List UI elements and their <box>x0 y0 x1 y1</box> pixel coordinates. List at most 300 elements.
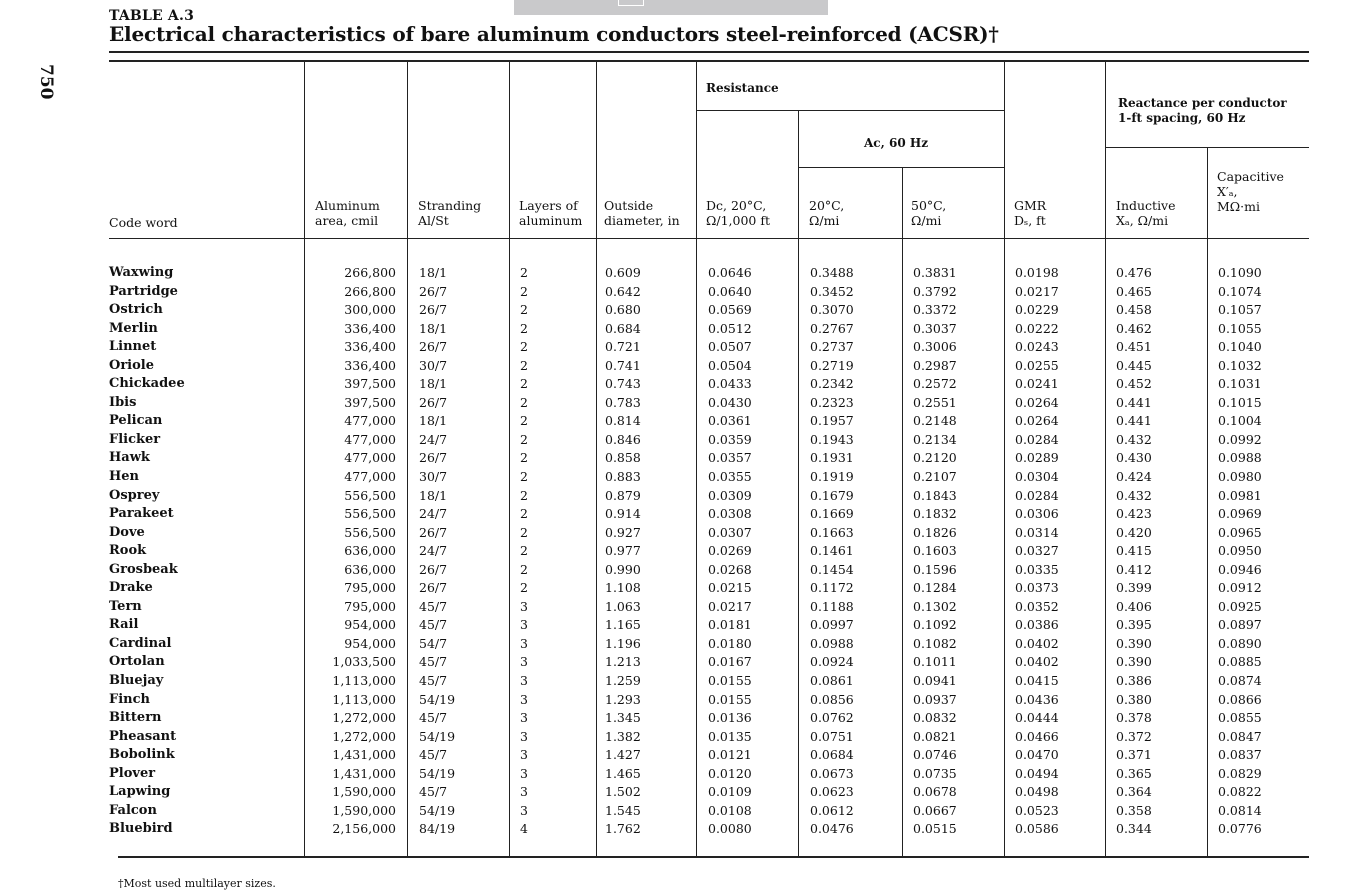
layers-cell: 3 <box>520 747 528 763</box>
ac-20c-cell: 0.1679 <box>810 487 854 503</box>
stranding-cell: 45/7 <box>419 654 448 670</box>
aluminum-area-cell: 556,500 <box>344 487 396 503</box>
ac-group-rule <box>798 167 1004 168</box>
layers-cell: 2 <box>520 302 528 318</box>
dc-resistance-cell: 0.0433 <box>708 376 752 392</box>
code-word-cell: Oriole <box>109 357 154 373</box>
outside-diameter-cell: 1.213 <box>605 654 641 670</box>
gmr-cell: 0.0264 <box>1015 413 1059 429</box>
ac-50c-cell: 0.1284 <box>913 580 957 596</box>
outside-diameter-cell: 0.783 <box>605 394 641 410</box>
layers-cell: 2 <box>520 469 528 485</box>
code-word-cell: Ibis <box>109 394 137 410</box>
ac-50c-cell: 0.3006 <box>913 339 957 355</box>
capacitive-reactance-cell: 0.0885 <box>1218 654 1262 670</box>
dc-resistance-cell: 0.0121 <box>708 747 752 763</box>
dc-resistance-cell: 0.0268 <box>708 561 752 577</box>
ac-20c-cell: 0.0612 <box>810 802 854 818</box>
capacitive-reactance-cell: 0.1057 <box>1218 302 1262 318</box>
ac-20c-cell: 0.0476 <box>810 821 854 837</box>
outside-diameter-cell: 0.927 <box>605 524 641 540</box>
code-word-cell: Rail <box>109 617 139 633</box>
code-word-cell: Bittern <box>109 710 162 726</box>
capacitive-reactance-cell: 0.1015 <box>1218 394 1262 410</box>
capacitive-reactance-cell: 0.0822 <box>1218 784 1262 800</box>
outside-diameter-cell: 0.743 <box>605 376 641 392</box>
capacitive-reactance-cell: 0.0829 <box>1218 765 1262 781</box>
page-number: 750 <box>36 64 56 100</box>
table-label: TABLE A.3 <box>109 8 195 24</box>
dc-resistance-cell: 0.0359 <box>708 431 752 447</box>
outside-diameter-cell: 1.108 <box>605 580 641 596</box>
ac-20c-cell: 0.2342 <box>810 376 854 392</box>
gmr-cell: 0.0284 <box>1015 431 1059 447</box>
ac-20c-cell: 0.2323 <box>810 394 854 410</box>
layers-cell: 2 <box>520 265 528 280</box>
gmr-cell: 0.0243 <box>1015 339 1059 355</box>
dc-resistance-cell: 0.0136 <box>708 710 752 726</box>
dc-resistance-cell: 0.0217 <box>708 598 752 614</box>
gmr-cell: 0.0314 <box>1015 524 1059 540</box>
capacitive-reactance-cell: 0.1074 <box>1218 283 1262 299</box>
code-word-cell: Hen <box>109 469 140 485</box>
code-word-cell: Parakeet <box>109 506 174 522</box>
ac-50c-cell: 0.0735 <box>913 765 957 781</box>
ac-50c-cell: 0.1082 <box>913 635 957 651</box>
dc-resistance-cell: 0.0355 <box>708 469 752 485</box>
outside-diameter-cell: 0.684 <box>605 320 641 336</box>
aluminum-area-cell: 2,156,000 <box>332 821 396 837</box>
gmr-cell: 0.0402 <box>1015 635 1059 651</box>
capacitive-reactance-cell: 0.0847 <box>1218 728 1262 744</box>
layers-cell: 2 <box>520 283 528 299</box>
ac-50c-cell: 0.3372 <box>913 302 957 318</box>
code-word-cell: Merlin <box>109 320 158 336</box>
table-top-rule <box>109 51 1309 53</box>
ac-20c-cell: 0.1931 <box>810 450 854 466</box>
aluminum-area-cell: 1,113,000 <box>332 673 396 689</box>
inductive-reactance-cell: 0.415 <box>1116 543 1152 559</box>
inductive-reactance-cell: 0.423 <box>1116 506 1152 522</box>
ac-50c-cell: 0.3792 <box>913 283 957 299</box>
outside-diameter-cell: 1.196 <box>605 635 641 651</box>
ac-20c-cell: 0.1663 <box>810 524 854 540</box>
capacitive-reactance-cell: 0.0946 <box>1218 561 1262 577</box>
ac-50c-cell: 0.1302 <box>913 598 957 614</box>
gmr-cell: 0.0264 <box>1015 394 1059 410</box>
ac-50c-cell: 0.2120 <box>913 450 957 466</box>
dc-resistance-cell: 0.0569 <box>708 302 752 318</box>
inductive-reactance-cell: 0.395 <box>1116 617 1152 633</box>
code-word-cell: Ortolan <box>109 654 165 670</box>
stranding-cell: 30/7 <box>419 357 448 373</box>
code-word-cell: Linnet <box>109 339 157 355</box>
aluminum-area-cell: 266,800 <box>344 265 396 280</box>
dc-resistance-cell: 0.0080 <box>708 821 752 837</box>
outside-diameter-cell: 1.259 <box>605 673 641 689</box>
inductive-reactance-cell: 0.441 <box>1116 413 1152 429</box>
gmr-cell: 0.0386 <box>1015 617 1059 633</box>
layers-cell: 3 <box>520 635 528 651</box>
header-code-word: Code word <box>109 215 178 230</box>
dc-resistance-cell: 0.0309 <box>708 487 752 503</box>
ac-50c-cell: 0.1011 <box>913 654 957 670</box>
inductive-reactance-cell: 0.420 <box>1116 524 1152 540</box>
ac-20c-cell: 0.0762 <box>810 710 854 726</box>
outside-diameter-cell: 0.990 <box>605 561 641 577</box>
aluminum-area-cell: 1,272,000 <box>332 710 396 726</box>
gmr-cell: 0.0255 <box>1015 357 1059 373</box>
column-aluminum-area <box>304 264 396 839</box>
outside-diameter-cell: 0.609 <box>605 265 641 280</box>
code-word-cell: Lapwing <box>109 784 171 800</box>
dc-resistance-cell: 0.0307 <box>708 524 752 540</box>
ac-20c-cell: 0.2737 <box>810 339 854 355</box>
layers-cell: 2 <box>520 357 528 373</box>
aluminum-area-cell: 1,113,000 <box>332 691 396 707</box>
stranding-cell: 54/19 <box>419 765 456 781</box>
gmr-cell: 0.0304 <box>1015 469 1059 485</box>
code-word-cell: Drake <box>109 580 153 596</box>
outside-diameter-cell: 0.642 <box>605 283 641 299</box>
aluminum-area-cell: 300,000 <box>344 302 396 318</box>
layers-cell: 3 <box>520 617 528 633</box>
ac-20c-cell: 0.0924 <box>810 654 854 670</box>
toolbar-handle-icon[interactable] <box>618 0 644 6</box>
capacitive-reactance-cell: 0.1040 <box>1218 339 1262 355</box>
aluminum-area-cell: 477,000 <box>344 469 396 485</box>
column-outside-diameter <box>605 264 641 839</box>
outside-diameter-cell: 0.914 <box>605 506 641 522</box>
header-ac-50c: 50°C, Ω/mi <box>911 198 947 228</box>
ac-20c-cell: 0.3070 <box>810 302 854 318</box>
capacitive-reactance-cell: 0.1090 <box>1218 265 1262 280</box>
ac-50c-cell: 0.0937 <box>913 691 957 707</box>
dc-resistance-cell: 0.0155 <box>708 673 752 689</box>
capacitive-reactance-cell: 0.1055 <box>1218 320 1262 336</box>
code-word-cell: Partridge <box>109 283 178 299</box>
dc-resistance-cell: 0.0215 <box>708 580 752 596</box>
dc-resistance-cell: 0.0167 <box>708 654 752 670</box>
aluminum-area-cell: 477,000 <box>344 413 396 429</box>
ac-20c-cell: 0.2767 <box>810 320 854 336</box>
outside-diameter-cell: 0.721 <box>605 339 641 355</box>
table-bottom-rule <box>118 856 1309 858</box>
column-capacitive-reactance <box>1218 264 1262 839</box>
gmr-cell: 0.0327 <box>1015 543 1059 559</box>
gmr-cell: 0.0373 <box>1015 580 1059 596</box>
ac-20c-cell: 0.2719 <box>810 357 854 373</box>
ac-20c-cell: 0.0997 <box>810 617 854 633</box>
inductive-reactance-cell: 0.371 <box>1116 747 1152 763</box>
layers-cell: 3 <box>520 784 528 800</box>
gmr-cell: 0.0498 <box>1015 784 1059 800</box>
code-word-cell: Bobolink <box>109 747 175 763</box>
outside-diameter-cell: 1.165 <box>605 617 641 633</box>
column-ac-20c <box>810 264 854 839</box>
column-code-word <box>109 264 185 839</box>
capacitive-reactance-cell: 0.0897 <box>1218 617 1262 633</box>
inductive-reactance-cell: 0.452 <box>1116 376 1152 392</box>
inductive-reactance-cell: 0.430 <box>1116 450 1152 466</box>
header-capacitive: Capacitive X′ₐ, MΩ·mi <box>1217 169 1284 214</box>
layers-cell: 3 <box>520 691 528 707</box>
ac-20c-cell: 0.1957 <box>810 413 854 429</box>
inductive-reactance-cell: 0.406 <box>1116 598 1152 614</box>
inductive-reactance-cell: 0.476 <box>1116 265 1152 280</box>
aluminum-area-cell: 954,000 <box>344 617 396 633</box>
dc-resistance-cell: 0.0646 <box>708 265 752 280</box>
layers-cell: 3 <box>520 765 528 781</box>
aluminum-area-cell: 1,431,000 <box>332 747 396 763</box>
capacitive-reactance-cell: 0.0776 <box>1218 821 1262 837</box>
gmr-cell: 0.0470 <box>1015 747 1059 763</box>
gmr-cell: 0.0335 <box>1015 561 1059 577</box>
header-inductive: Inductive Xₐ, Ω/mi <box>1116 198 1176 228</box>
ac-50c-cell: 0.2572 <box>913 376 957 392</box>
aluminum-area-cell: 397,500 <box>344 394 396 410</box>
stranding-cell: 18/1 <box>419 265 448 280</box>
aluminum-area-cell: 636,000 <box>344 543 396 559</box>
dc-resistance-cell: 0.0361 <box>708 413 752 429</box>
code-word-cell: Falcon <box>109 802 157 818</box>
dc-resistance-cell: 0.0108 <box>708 802 752 818</box>
aluminum-area-cell: 477,000 <box>344 450 396 466</box>
code-word-cell: Bluebird <box>109 821 173 837</box>
ac-20c-cell: 0.1461 <box>810 543 854 559</box>
ac-20c-cell: 0.1188 <box>810 598 854 614</box>
gmr-cell: 0.0222 <box>1015 320 1059 336</box>
ac-20c-cell: 0.1669 <box>810 506 854 522</box>
inductive-reactance-cell: 0.432 <box>1116 487 1152 503</box>
capacitive-reactance-cell: 0.0837 <box>1218 747 1262 763</box>
dc-resistance-cell: 0.0180 <box>708 635 752 651</box>
outside-diameter-cell: 1.427 <box>605 747 641 763</box>
gmr-cell: 0.0352 <box>1015 598 1059 614</box>
layers-cell: 3 <box>520 710 528 726</box>
ac-50c-cell: 0.0746 <box>913 747 957 763</box>
ac-50c-cell: 0.1603 <box>913 543 957 559</box>
dc-resistance-cell: 0.0155 <box>708 691 752 707</box>
resistance-group-rule <box>696 110 1004 111</box>
outside-diameter-cell: 1.345 <box>605 710 641 726</box>
ac-20c-cell: 0.0856 <box>810 691 854 707</box>
layers-cell: 2 <box>520 376 528 392</box>
layers-cell: 2 <box>520 450 528 466</box>
stranding-cell: 45/7 <box>419 747 448 763</box>
col-divider <box>596 61 597 858</box>
outside-diameter-cell: 1.465 <box>605 765 641 781</box>
stranding-cell: 45/7 <box>419 598 448 614</box>
outside-diameter-cell: 1.762 <box>605 821 641 837</box>
col-divider <box>902 168 903 858</box>
stranding-cell: 54/19 <box>419 728 456 744</box>
aluminum-area-cell: 954,000 <box>344 635 396 651</box>
outside-diameter-cell: 1.293 <box>605 691 641 707</box>
capacitive-reactance-cell: 0.0912 <box>1218 580 1262 596</box>
layers-cell: 3 <box>520 673 528 689</box>
ac-20c-cell: 0.3488 <box>810 265 854 280</box>
capacitive-reactance-cell: 0.0992 <box>1218 431 1262 447</box>
code-word-cell: Rook <box>109 543 147 559</box>
stranding-cell: 24/7 <box>419 506 448 522</box>
layers-cell: 2 <box>520 320 528 336</box>
capacitive-reactance-cell: 0.0965 <box>1218 524 1262 540</box>
code-word-cell: Chickadee <box>109 376 185 392</box>
ac-20c-cell: 0.0673 <box>810 765 854 781</box>
stranding-cell: 45/7 <box>419 784 448 800</box>
ac-50c-cell: 0.0678 <box>913 784 957 800</box>
layers-cell: 2 <box>520 413 528 429</box>
stranding-cell: 54/7 <box>419 635 448 651</box>
aluminum-area-cell: 1,272,000 <box>332 728 396 744</box>
stranding-cell: 24/7 <box>419 431 448 447</box>
capacitive-reactance-cell: 0.0981 <box>1218 487 1262 503</box>
ac-50c-cell: 0.0832 <box>913 710 957 726</box>
inductive-reactance-cell: 0.390 <box>1116 654 1152 670</box>
gmr-cell: 0.0415 <box>1015 673 1059 689</box>
inductive-reactance-cell: 0.344 <box>1116 821 1152 837</box>
gmr-cell: 0.0284 <box>1015 487 1059 503</box>
capacitive-reactance-cell: 0.0855 <box>1218 710 1262 726</box>
gmr-cell: 0.0306 <box>1015 506 1059 522</box>
code-word-cell: Pelican <box>109 413 163 429</box>
gmr-cell: 0.0241 <box>1015 376 1059 392</box>
outside-diameter-cell: 0.814 <box>605 413 641 429</box>
inductive-reactance-cell: 0.365 <box>1116 765 1152 781</box>
ac-50c-cell: 0.1843 <box>913 487 957 503</box>
column-gmr <box>1015 264 1059 839</box>
capacitive-reactance-cell: 0.1031 <box>1218 376 1262 392</box>
viewer-toolbar[interactable] <box>514 0 828 15</box>
column-ac-50c <box>913 264 957 839</box>
ac-20c-cell: 0.0684 <box>810 747 854 763</box>
stranding-cell: 26/7 <box>419 524 448 540</box>
col-divider <box>1004 61 1005 858</box>
aluminum-area-cell: 336,400 <box>344 357 396 373</box>
inductive-reactance-cell: 0.432 <box>1116 431 1152 447</box>
capacitive-reactance-cell: 0.0950 <box>1218 543 1262 559</box>
dc-resistance-cell: 0.0120 <box>708 765 752 781</box>
outside-diameter-cell: 0.977 <box>605 543 641 559</box>
header-reactance-group: Reactance per conductor 1-ft spacing, 60 Hz <box>1118 96 1287 125</box>
aluminum-area-cell: 795,000 <box>344 598 396 614</box>
outside-diameter-cell: 0.858 <box>605 450 641 466</box>
ac-50c-cell: 0.0515 <box>913 821 957 837</box>
stranding-cell: 26/7 <box>419 580 448 596</box>
code-word-cell: Grosbeak <box>109 561 178 577</box>
ac-50c-cell: 0.2134 <box>913 431 957 447</box>
dc-resistance-cell: 0.0308 <box>708 506 752 522</box>
inductive-reactance-cell: 0.465 <box>1116 283 1152 299</box>
gmr-cell: 0.0444 <box>1015 710 1059 726</box>
aluminum-area-cell: 1,431,000 <box>332 765 396 781</box>
stranding-cell: 26/7 <box>419 283 448 299</box>
ac-50c-cell: 0.2551 <box>913 394 957 410</box>
layers-cell: 3 <box>520 598 528 614</box>
layers-cell: 3 <box>520 654 528 670</box>
capacitive-reactance-cell: 0.1004 <box>1218 413 1262 429</box>
outside-diameter-cell: 0.680 <box>605 302 641 318</box>
stranding-cell: 26/7 <box>419 561 448 577</box>
gmr-cell: 0.0436 <box>1015 691 1059 707</box>
stranding-cell: 18/1 <box>419 320 448 336</box>
aluminum-area-cell: 477,000 <box>344 431 396 447</box>
inductive-reactance-cell: 0.441 <box>1116 394 1152 410</box>
ac-20c-cell: 0.0988 <box>810 635 854 651</box>
outside-diameter-cell: 1.382 <box>605 728 641 744</box>
inductive-reactance-cell: 0.424 <box>1116 469 1152 485</box>
dc-resistance-cell: 0.0640 <box>708 283 752 299</box>
code-word-cell: Flicker <box>109 431 161 447</box>
column-stranding <box>419 264 455 839</box>
inductive-reactance-cell: 0.364 <box>1116 784 1152 800</box>
capacitive-reactance-cell: 0.1032 <box>1218 357 1262 373</box>
gmr-cell: 0.0494 <box>1015 765 1059 781</box>
ac-20c-cell: 0.1943 <box>810 431 854 447</box>
code-word-cell: Ostrich <box>109 302 163 318</box>
ac-20c-cell: 0.0861 <box>810 673 854 689</box>
aluminum-area-cell: 336,400 <box>344 339 396 355</box>
table-title: Electrical characteristics of bare aluminum conductors steel-reinforced (ACSR)† <box>109 22 999 46</box>
dc-resistance-cell: 0.0181 <box>708 617 752 633</box>
inductive-reactance-cell: 0.358 <box>1116 802 1152 818</box>
gmr-cell: 0.0523 <box>1015 802 1059 818</box>
inductive-reactance-cell: 0.399 <box>1116 580 1152 596</box>
code-word-cell: Pheasant <box>109 728 177 744</box>
capacitive-reactance-cell: 0.0969 <box>1218 506 1262 522</box>
stranding-cell: 18/1 <box>419 376 448 392</box>
dc-resistance-cell: 0.0269 <box>708 543 752 559</box>
header-ac-20c: 20°C, Ω/mi <box>809 198 845 228</box>
ac-20c-cell: 0.1454 <box>810 561 854 577</box>
col-divider <box>407 61 408 858</box>
stranding-cell: 26/7 <box>419 450 448 466</box>
ac-20c-cell: 0.0751 <box>810 728 854 744</box>
inductive-reactance-cell: 0.386 <box>1116 673 1152 689</box>
aluminum-area-cell: 636,000 <box>344 561 396 577</box>
header-aluminum-area: Aluminum area, cmil <box>315 198 380 228</box>
outside-diameter-cell: 1.063 <box>605 598 641 614</box>
code-word-cell: Tern <box>109 598 142 614</box>
ac-50c-cell: 0.1596 <box>913 561 957 577</box>
ac-50c-cell: 0.3037 <box>913 320 957 336</box>
code-word-cell: Dove <box>109 524 145 540</box>
header-resistance-group: Resistance <box>706 81 779 95</box>
capacitive-reactance-cell: 0.0925 <box>1218 598 1262 614</box>
code-word-cell: Plover <box>109 765 156 781</box>
layers-cell: 2 <box>520 524 528 540</box>
aluminum-area-cell: 397,500 <box>344 376 396 392</box>
outside-diameter-cell: 0.879 <box>605 487 641 503</box>
stranding-cell: 26/7 <box>419 394 448 410</box>
header-dc-resistance: Dc, 20°C, Ω/1,000 ft <box>706 198 770 228</box>
ac-20c-cell: 0.1919 <box>810 469 854 485</box>
dc-resistance-cell: 0.0507 <box>708 339 752 355</box>
ac-50c-cell: 0.1826 <box>913 524 957 540</box>
ac-50c-cell: 0.3831 <box>913 265 957 280</box>
ac-20c-cell: 0.3452 <box>810 283 854 299</box>
capacitive-reactance-cell: 0.0874 <box>1218 673 1262 689</box>
stranding-cell: 26/7 <box>419 339 448 355</box>
col-divider <box>1207 148 1208 858</box>
inductive-reactance-cell: 0.462 <box>1116 320 1152 336</box>
layers-cell: 2 <box>520 580 528 596</box>
outside-diameter-cell: 0.883 <box>605 469 641 485</box>
stranding-cell: 45/7 <box>419 617 448 633</box>
col-divider <box>509 61 510 858</box>
inductive-reactance-cell: 0.445 <box>1116 357 1152 373</box>
